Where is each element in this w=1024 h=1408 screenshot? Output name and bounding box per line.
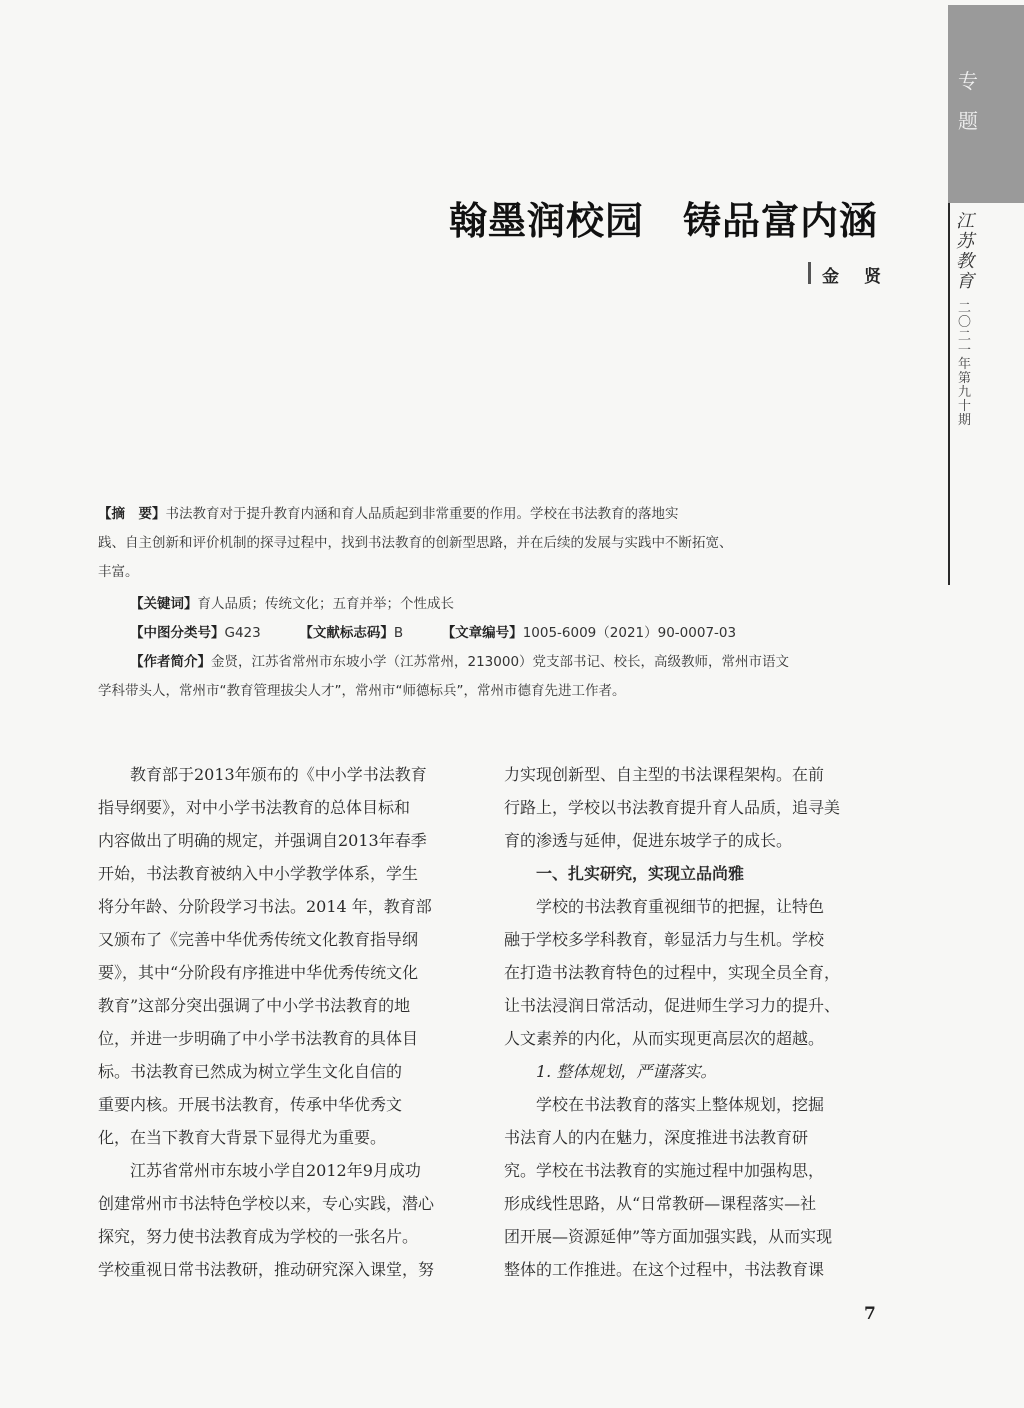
bio-text: 学科带头人，常州市“教育管理拔尖人才”，常州市“师德标兵”，常州市德育先进工作者。 [98,683,626,699]
abstract-text: 书法教育对于提升教育内涵和育人品质起到非常重要的作用。学校在书法教育的落地实 [165,506,679,522]
body-line: 书法育人的内在魅力，深度推进书法教育研 [504,1128,809,1147]
section-heading: 一、扎实研究，实现立品尚雅 [536,864,745,883]
keywords-label: 【关键词】 [130,596,198,612]
body-line: 学校重视日常书法教研，推动研究深入课堂，努 [98,1260,435,1279]
body-line: 整体的工作推进。在这个过程中，书法教育课 [504,1260,825,1279]
body-line: 将分年龄、分阶段学习书法。2014 年，教育部 [98,897,432,916]
abstract-block [98,500,880,587]
body-line: 标。书法教育已然成为树立学生文化自信的 [98,1062,403,1081]
body-line: 重要内核。开展书法教育，传承中华优秀文 [98,1095,403,1114]
doc-code-value: B [393,625,404,641]
body-line: 究。学校在书法教育的实施过程中加强构思， [504,1161,825,1180]
article-title: 翰墨润校园 铸品富内涵 [448,199,878,243]
journal-issue-char: 期 [958,413,972,428]
section-tab [948,5,1024,203]
journal-issue-char: 〇 [958,315,972,330]
subsection-heading: 1. 整体规划，严谨落实。 [536,1062,717,1081]
journal-brand-char: 教 [956,251,974,272]
journal-issue-char: 年 [958,357,972,372]
journal-issue-char: 第 [958,371,972,386]
abstract-label: 【摘 要】 [98,506,166,522]
abstract-text: 丰富。 [98,564,139,580]
body-line: 融于学校多学科教育，彰显活力与生机。学校 [504,930,825,949]
body-line: 又颁布了《完善中华优秀传统文化教育指导纲 [98,930,419,949]
journal-issue [958,302,974,428]
keywords-block [98,590,880,706]
section-tab-char: 专 [958,69,978,93]
journal-brand-char: 育 [956,271,974,292]
article-no-label: 【文章编号】 [441,625,523,641]
journal-issue-char: 二 [958,301,972,316]
body-left-column [98,758,476,1286]
body-line: 开始，书法教育被纳入中小学教学体系，学生 [98,864,419,883]
journal-issue-char: 一 [958,343,972,358]
body-line: 让书法浸润日常活动，促进师生学习力的提升、 [504,996,841,1015]
body-line: 育的渗透与延伸，促进东坡学子的成长。 [504,831,793,850]
journal-issue-char: 九 [958,385,972,400]
body-line: 教育部于2013年颁布的《中小学书法教育 [130,765,427,784]
body-line: 内容做出了明确的规定，并强调自2013年春季 [98,831,427,850]
article-no-value: 1005-6009（2021）90-0007-03 [522,625,737,641]
clc-label: 【中图分类号】 [130,625,225,641]
journal-issue-char: 十 [958,399,972,414]
keywords-text: 育人品质；传统文化；五育并举；个性成长 [197,596,454,612]
body-line: 人文素养的内化，从而实现更高层次的超越。 [504,1029,825,1048]
bio-label: 【作者简介】 [130,654,211,670]
body-line: 要》，其中“分阶段有序推进中华优秀传统文化 [98,963,419,982]
doc-code-label: 【文献标志码】 [299,625,394,641]
body-line: 化，在当下教育大背景下显得尤为重要。 [98,1128,387,1147]
page-number: 7 [864,1304,876,1324]
journal-brand [956,212,978,292]
journal-brand-char: 江 [956,211,974,232]
journal-issue-char: 二 [958,329,972,344]
section-tab-char: 题 [958,109,978,133]
body-line: 行路上，学校以书法教育提升育人品质，追寻美 [504,798,841,817]
body-line: 力实现创新型、自主型的书法课程架构。在前 [504,765,825,784]
margin-rule [948,203,950,585]
body-line: 指导纲要》，对中小学书法教育的总体目标和 [98,798,411,817]
body-line: 学校的书法教育重视细节的把握，让特色 [536,897,825,916]
body-line: 位，并进一步明确了中小学书法教育的具体目 [98,1029,419,1048]
body-line: 形成线性思路，从“日常教研—课程落实—社 [504,1194,817,1213]
journal-brand-char: 苏 [956,231,974,252]
body-right-column [504,758,882,1286]
body-line: 教育”这部分突出强调了中小学书法教育的地 [98,996,411,1015]
article-author: 金 贤 [822,267,885,287]
body-line: 江苏省常州市东坡小学自2012年9月成功 [130,1161,421,1180]
abstract-text: 践、自主创新和评价机制的探寻过程中，找到书法教育的创新型思路，并在后续的发展与实践中不断拓宽、 [98,535,733,551]
body-line: 团开展—资源延伸”等方面加强实践，从而实现 [504,1227,833,1246]
body-line: 在打造书法教育特色的过程中，实现全员全育， [504,963,841,982]
body-line: 探究，努力使书法教育成为学校的一张名片。 [98,1227,419,1246]
clc-value: G423 [224,625,261,641]
bio-text: 金贤，江苏省常州市东坡小学（江苏常州，213000）党支部书记、校长，高级教师，常州市语文 [211,654,790,670]
body-line: 创建常州市书法特色学校以来，专心实践，潜心 [98,1194,435,1213]
author-bar [808,262,811,284]
body-line: 学校在书法教育的落实上整体规划，挖掘 [536,1095,825,1114]
